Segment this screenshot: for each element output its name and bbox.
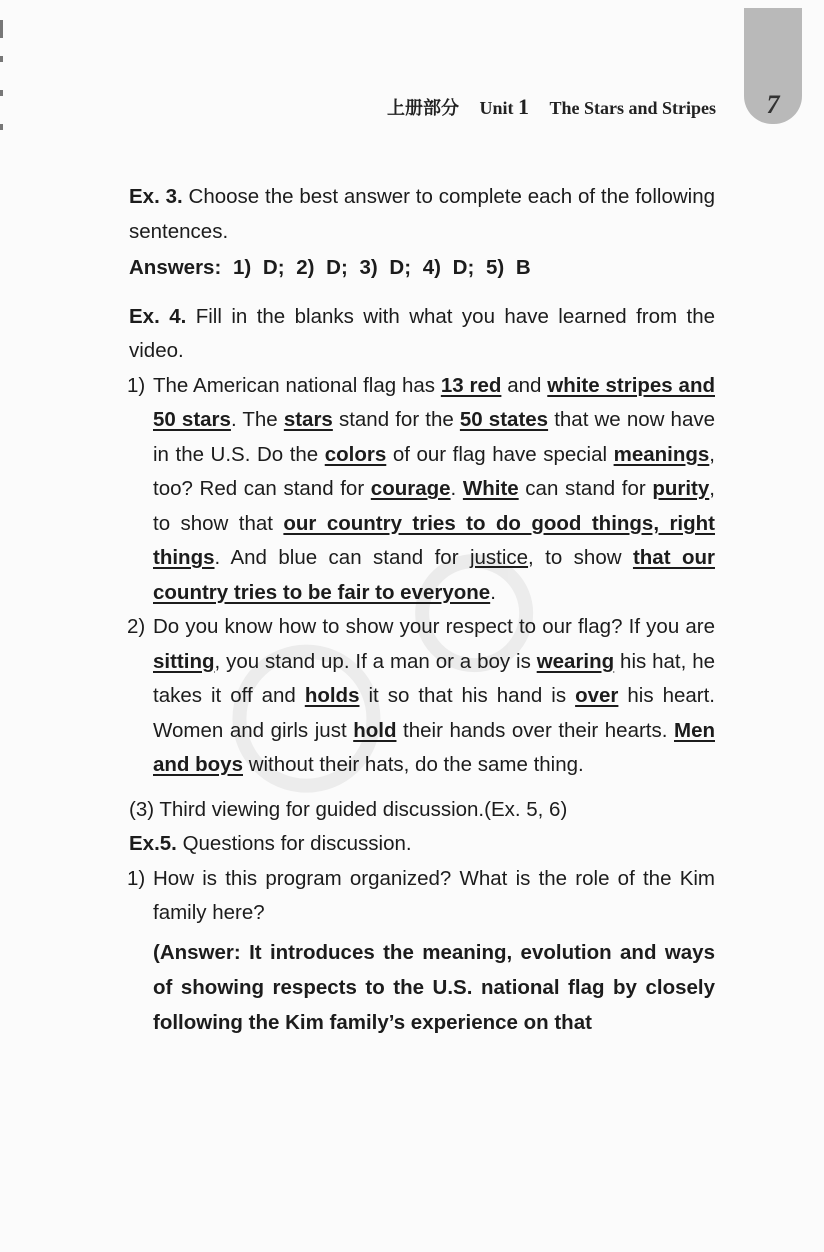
text: The American national flag has (153, 373, 441, 397)
ex3-heading (129, 180, 715, 249)
item-number: 1) (127, 373, 146, 397)
text: , to show (528, 546, 633, 569)
ex3-answers: Answers: 1) D; 2) D; 3) D; 4) D; 5) B (129, 256, 531, 279)
filled-blank: 50 states (459, 408, 549, 431)
page-number: 7 (766, 90, 780, 119)
ex3-instruction: Choose the best answer to complete each of the following sentences. (129, 185, 716, 243)
ex4-instruction: Fill in the blanks with what you have learned from the video. (129, 304, 715, 362)
text: . And blue can stand for (214, 546, 470, 569)
ex5-label: Ex.5. (129, 832, 177, 855)
binding-edge-marks (0, 20, 4, 140)
text: , to show that (153, 477, 715, 535)
filled-blank: 13 red (440, 373, 502, 397)
filled-blank: hold (353, 718, 397, 742)
filled-blank: purity (652, 477, 710, 500)
filled-blank: wearing (536, 649, 615, 673)
ex4-item-1 (129, 369, 715, 611)
filled-blank: White (462, 477, 519, 500)
filled-blank: meanings (613, 442, 710, 466)
text: of our flag have special (386, 442, 614, 466)
filled-blank: courage (370, 477, 451, 500)
text: . The (230, 408, 284, 431)
filled-blank: colors (324, 442, 387, 466)
ex4-label: Ex. 4. (129, 304, 187, 328)
viewing-heading: (3) Third viewing for guided discussion.(Ex. 5, 6) (129, 797, 568, 821)
unit-number: 1 (517, 94, 529, 119)
filled-blank: over (575, 684, 619, 707)
unit-title: The Stars and Stripes (549, 98, 716, 118)
ex4-items (129, 369, 715, 783)
ex5-instruction: Questions for discussion. (176, 832, 412, 855)
ex5-heading (129, 827, 715, 862)
text: . (450, 477, 463, 500)
text: . (490, 580, 496, 604)
filled-blank: stars (283, 408, 333, 431)
ex3-label: Ex. 3. (129, 185, 183, 208)
text: , you stand up. If a man or a boy is (214, 649, 537, 673)
ex5-items (129, 862, 715, 1040)
filled-blank: white stripes and 50 stars (153, 373, 715, 431)
ex4-heading (129, 300, 715, 369)
filled-blank: holds (304, 684, 360, 707)
unit-label: Unit (479, 98, 514, 118)
text: stand for the (332, 408, 460, 431)
running-header (387, 94, 716, 120)
question-text: How is this program organized? What is the role of the Kim family here? (153, 866, 715, 924)
text: , too? Red can stand for (153, 442, 715, 500)
filled-blank: Men and boys (153, 718, 715, 776)
item-number: 1) (127, 866, 146, 890)
text: Do you know how to show your respect to our flag? If you are (153, 615, 715, 638)
filled-blank: that our country tries to be fair to everyone (153, 546, 715, 604)
filled-blank: our country tries to do good things, right things (153, 511, 715, 569)
answer-text: (Answer: It introduces the meaning, evolution and ways of showing respects to the U.S. national flag by closely following the Kim family’s experience on that (153, 940, 715, 1034)
text: his hat, he takes it off and (153, 649, 716, 707)
text: that we now have in the U.S. Do the (153, 408, 716, 466)
text: and (501, 373, 548, 397)
page-body (129, 180, 715, 1040)
text: without their hats, do the same thing. (243, 753, 584, 776)
filled-blank: sitting (153, 649, 215, 673)
ex5-item-1 (129, 862, 715, 1040)
section-label: 上册部分 (386, 98, 459, 118)
item-number: 2) (127, 615, 146, 638)
underlined-word: justice (469, 546, 529, 569)
text: can stand for (518, 477, 653, 500)
text: their hands over their hearts. (396, 718, 674, 742)
ex4-item-2 (129, 610, 715, 783)
text: his heart. Women and girls just (153, 684, 716, 742)
text: it so that his hand is (359, 684, 576, 707)
